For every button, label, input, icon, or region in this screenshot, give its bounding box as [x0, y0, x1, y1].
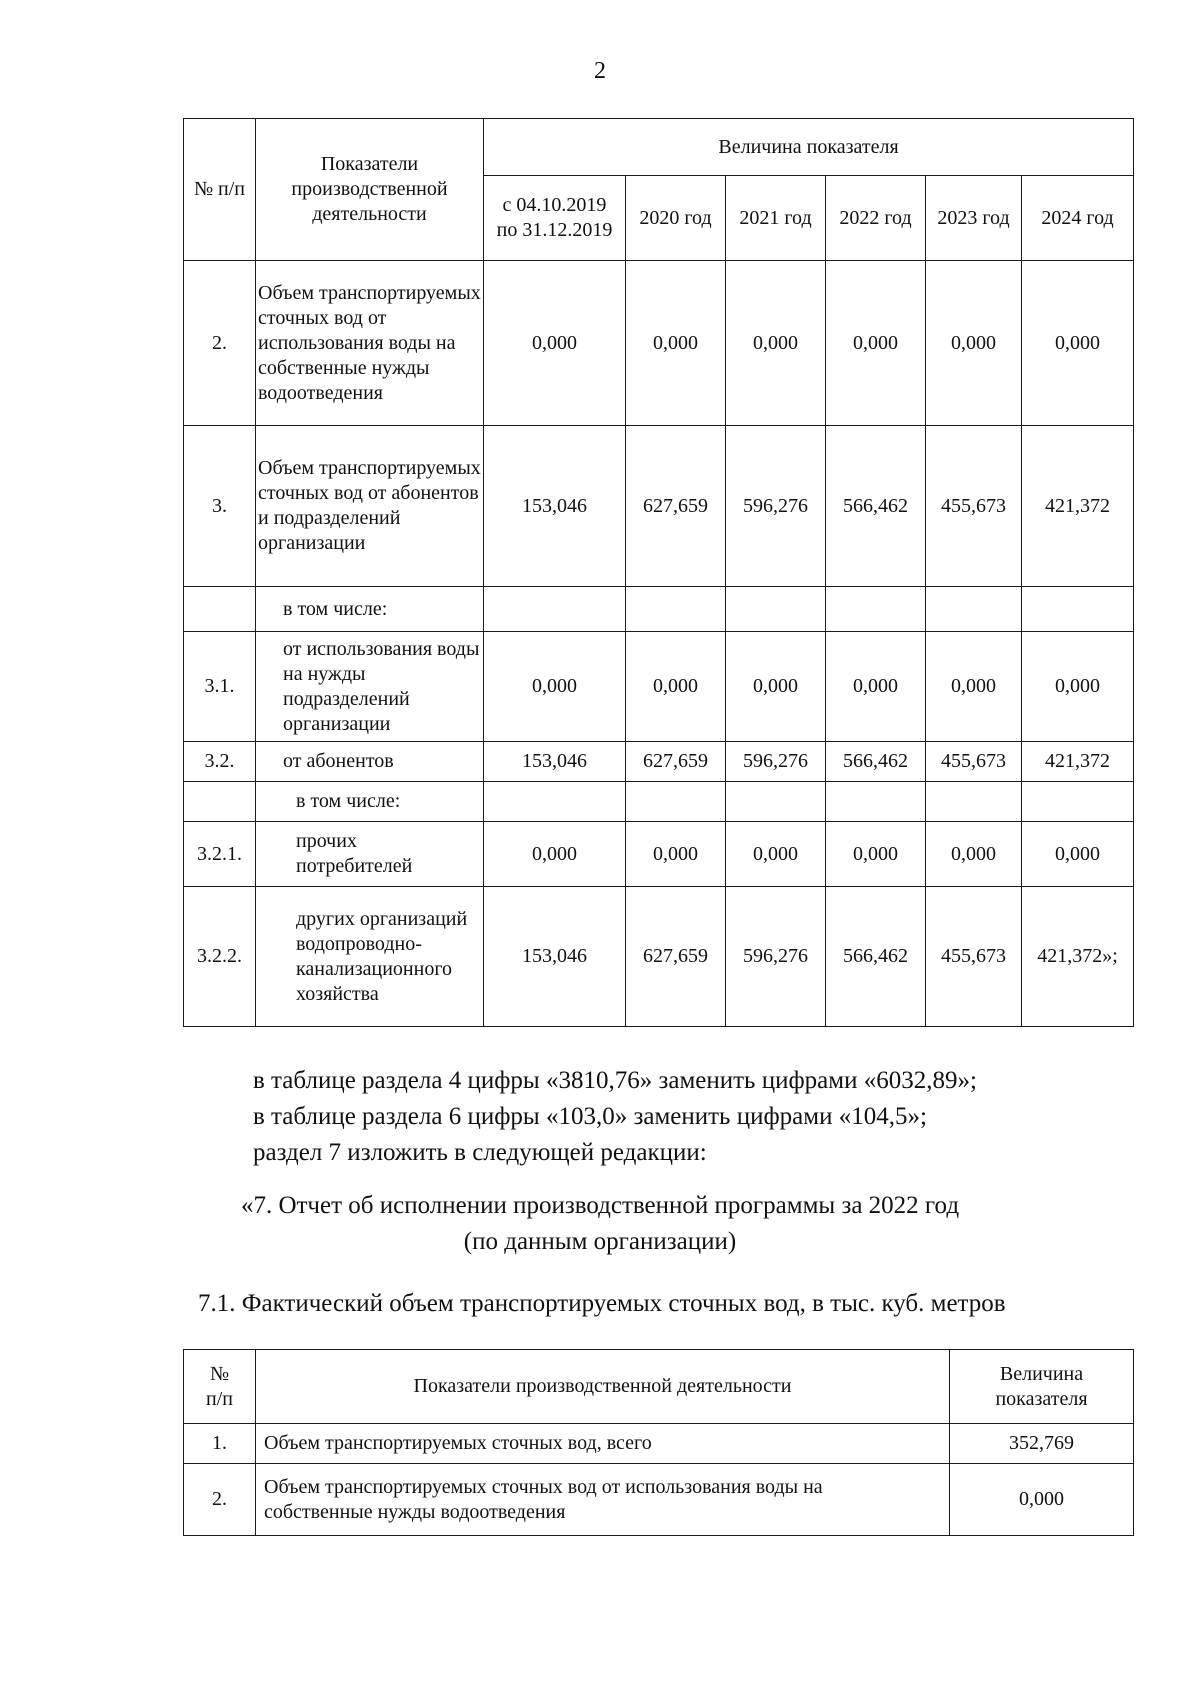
row-value: 0,000 [826, 632, 926, 742]
table-row [184, 1464, 1134, 1536]
row-value: 596,276 [726, 887, 826, 1027]
row-value: 421,372 [1022, 742, 1134, 782]
row-num: 3.2. [184, 742, 256, 782]
table-row [184, 426, 1134, 587]
row-value: 0,000 [726, 632, 826, 742]
row-value: 627,659 [626, 887, 726, 1027]
header-num: № п/п [184, 1350, 256, 1424]
row-value: 0,000 [926, 261, 1022, 426]
row-value: 153,046 [484, 426, 626, 587]
row-value: 0,000 [950, 1464, 1134, 1536]
table-row [184, 782, 1134, 822]
table-row [184, 887, 1134, 1027]
row-value: 0,000 [1022, 261, 1134, 426]
row-value: 566,462 [826, 887, 926, 1027]
row-value: 0,000 [726, 261, 826, 426]
row-value: 0,000 [626, 632, 726, 742]
header-indicator: Показатели производственной деятельности [256, 119, 484, 261]
table-row [184, 632, 1134, 742]
row-value: 455,673 [926, 887, 1022, 1027]
row-value: 596,276 [726, 742, 826, 782]
table-row [184, 261, 1134, 426]
row-label: в том числе: [256, 782, 484, 822]
row-num [184, 782, 256, 822]
row-value: 0,000 [926, 632, 1022, 742]
row-num: 2. [184, 261, 256, 426]
table-row [184, 1424, 1134, 1464]
row-num: 3.2.2. [184, 887, 256, 1027]
production-indicators-table [183, 118, 1134, 1027]
row-value: 352,769 [950, 1424, 1134, 1464]
row-num: 3.2.1. [184, 822, 256, 887]
row-label: Объем транспортируемых сточных вод от использования воды на собственные нужды водоотведения [256, 261, 484, 426]
amendment-paragraph: в таблице раздела 6 цифры «103,0» заменить цифрами «104,5»; [253, 1103, 927, 1130]
row-value: 0,000 [1022, 632, 1134, 742]
row-num: 3. [184, 426, 256, 587]
row-label: от использования воды на нужды подразделений организации [256, 632, 484, 742]
table-row [184, 587, 1134, 632]
row-value: 153,046 [484, 887, 626, 1027]
row-value: 627,659 [626, 742, 726, 782]
subsection-title: 7.1. Фактический объем транспортируемых сточных вод, в тыс. куб. метров [198, 1290, 1006, 1317]
row-value: 421,372 [1022, 426, 1134, 587]
amendment-paragraph: раздел 7 изложить в следующей редакции: [253, 1139, 707, 1166]
row-value: 0,000 [626, 261, 726, 426]
row-value: 0,000 [484, 632, 626, 742]
header-period: 2023 год [926, 176, 1022, 261]
header-period: 2020 год [626, 176, 726, 261]
row-label: прочих потребителей [256, 822, 484, 887]
header-period: 2024 год [1022, 176, 1134, 261]
row-value: 455,673 [926, 426, 1022, 587]
row-label: Объем транспортируемых сточных вод от абонентов и подразделений организации [256, 426, 484, 587]
row-value: 0,000 [1022, 822, 1134, 887]
page-number: 2 [594, 58, 606, 84]
row-value: 0,000 [826, 822, 926, 887]
table-row [184, 742, 1134, 782]
section-heading: «7. Отчет об исполнении производственной программы за 2022 год [240, 1192, 960, 1219]
header-period: 2021 год [726, 176, 826, 261]
row-value: 566,462 [826, 742, 926, 782]
header-indicator: Показатели производственной деятельности [256, 1350, 950, 1424]
row-label: Объем транспортируемых сточных вод от использования воды на собственные нужды водоотведения [256, 1464, 950, 1536]
row-value: 0,000 [626, 822, 726, 887]
row-label: других организаций водопроводно-канализационного хозяйства [256, 887, 484, 1027]
row-value: 421,372»; [1022, 887, 1134, 1027]
row-value: 455,673 [926, 742, 1022, 782]
amendment-paragraph: в таблице раздела 4 цифры «3810,76» заменить цифрами «6032,89»; [253, 1067, 977, 1094]
row-value: 0,000 [726, 822, 826, 887]
row-value: 566,462 [826, 426, 926, 587]
section-heading-sub: (по данным организации) [463, 1228, 737, 1255]
row-num: 3.1. [184, 632, 256, 742]
row-value: 0,000 [484, 822, 626, 887]
row-value: 0,000 [484, 261, 626, 426]
header-period: с 04.10.2019 по 31.12.2019 [484, 176, 626, 261]
header-period: 2022 год [826, 176, 926, 261]
row-value: 0,000 [826, 261, 926, 426]
actual-volume-table [183, 1349, 1134, 1536]
row-value: 0,000 [926, 822, 1022, 887]
header-num: № п/п [184, 119, 256, 261]
row-label: от абонентов [256, 742, 484, 782]
header-value: Величина показателя [484, 119, 1134, 176]
row-num: 1. [184, 1424, 256, 1464]
row-label: в том числе: [256, 587, 484, 632]
row-value: 153,046 [484, 742, 626, 782]
row-value: 596,276 [726, 426, 826, 587]
row-num [184, 587, 256, 632]
row-label: Объем транспортируемых сточных вод, всего [256, 1424, 950, 1464]
row-value: 627,659 [626, 426, 726, 587]
row-num: 2. [184, 1464, 256, 1536]
table-row [184, 822, 1134, 887]
header-value: Величина показателя [950, 1350, 1134, 1424]
